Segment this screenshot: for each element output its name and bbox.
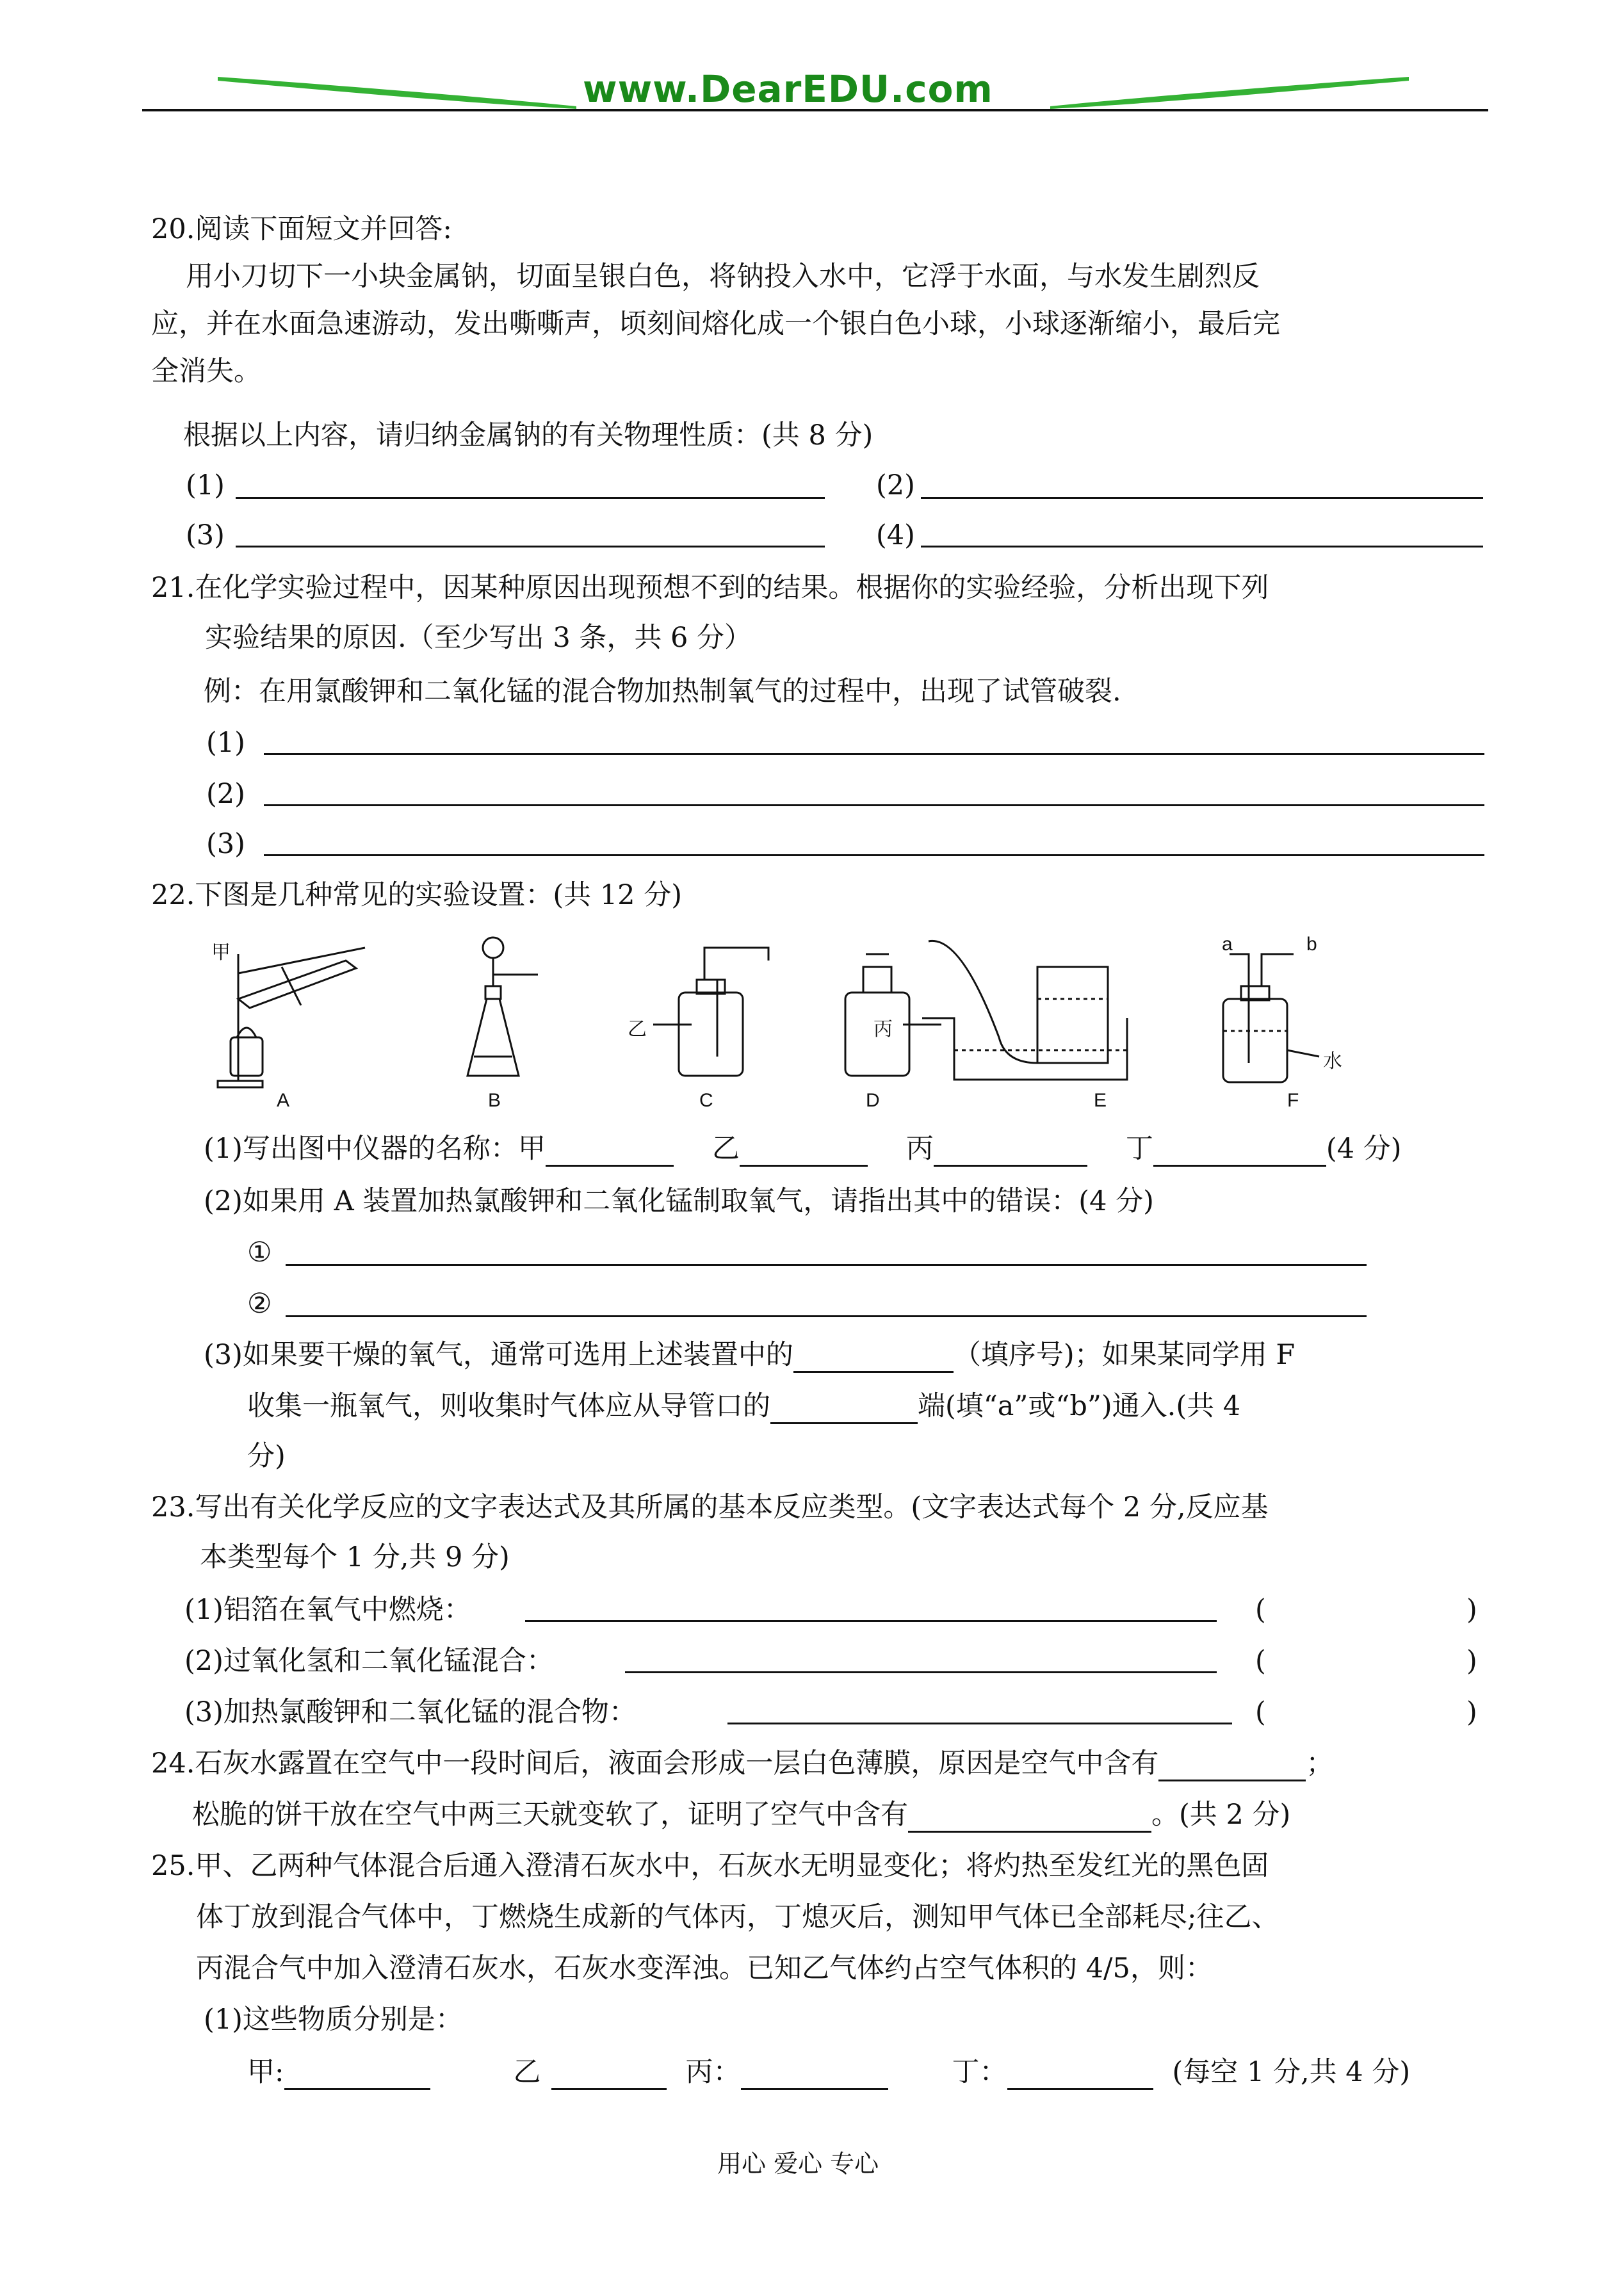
q20-blank-label: (3)	[186, 519, 225, 551]
q23-answer-line-3[interactable]	[727, 1723, 1232, 1724]
q22-p2-answer-line-1[interactable]	[286, 1264, 1367, 1266]
q21-example: 例：在用氯酸钾和二氧化锰的混合物加热制氧气的过程中，出现了试管破裂.	[204, 676, 1121, 708]
q20-blank-label: (1)	[186, 469, 225, 501]
q23-item-1: (1)铝箔在氧气中燃烧：	[184, 1594, 471, 1626]
header-rule	[142, 109, 1488, 111]
fig-tag-bing: 丙	[873, 1019, 893, 1040]
blank-q25-yi[interactable]	[551, 2059, 667, 2090]
q22-p2-answer-line-2[interactable]	[286, 1315, 1367, 1317]
q23-title-cont: 本类型每个 1 分,共 9 分)	[200, 1541, 510, 1573]
q23-item-3: (3)加热氯酸钾和二氧化锰的混合物：	[184, 1696, 637, 1728]
q22-p3-line1: (3)如果要干燥的氧气，通常可选用上述装置中的 （填序号)；如果某同学用 F	[204, 1337, 1295, 1373]
q22-p3-line3: 分)	[247, 1440, 286, 1472]
q21-blank-label: (2)	[206, 778, 245, 810]
q23-answer-line-1[interactable]	[525, 1620, 1217, 1622]
fig-tag-yi: 乙	[628, 1019, 647, 1040]
q22-title: 22.下图是几种常见的实验设置：(共 12 分)	[151, 879, 682, 911]
q22-p2-circle-2: ②	[247, 1288, 272, 1320]
blank-water-vapor[interactable]	[908, 1801, 1151, 1833]
q25-line3: 丙混合气中加入澄清石灰水，石灰水变浑浊。已知乙气体约占空气体积的 4/5，则：	[196, 1952, 1213, 1984]
q20-title: 20.阅读下面短文并回答:	[151, 213, 452, 245]
q21-answer-line-2[interactable]	[264, 804, 1484, 806]
q23-paren-close: )	[1466, 1594, 1477, 1626]
blank-jia[interactable]	[546, 1135, 674, 1167]
q23-paren-open: (	[1255, 1696, 1266, 1728]
q25-line4: (1)这些物质分别是：	[204, 2004, 463, 2036]
q21-answer-line-3[interactable]	[264, 854, 1484, 856]
page-footer: 用心 爱心 专心	[717, 2150, 879, 2178]
blank-port[interactable]	[770, 1393, 918, 1424]
blank-ding[interactable]	[1153, 1135, 1326, 1167]
q23-item-2: (2)过氧化氢和二氧化锰混合：	[184, 1645, 554, 1677]
q22-p1: (1)写出图中仪器的名称：甲 乙 丙 丁 (4 分)	[204, 1131, 1402, 1167]
blank-dry-device[interactable]	[793, 1342, 954, 1373]
q20-answer-line-1[interactable]	[236, 497, 825, 499]
q21-title: 21.在化学实验过程中，因某种原因出现预想不到的结果。根据你的实验经验，分析出现下列	[151, 572, 1269, 604]
q25-line1: 25.甲、乙两种气体混合后通入澄清石灰水中，石灰水无明显变化；将灼热至发红光的黑色固	[151, 1850, 1269, 1882]
q23-paren-open: (	[1255, 1594, 1266, 1626]
q21-title-cont: 实验结果的原因.（至少写出 3 条，共 6 分）	[205, 622, 752, 654]
site-logo: www.DearEDU.com	[583, 67, 993, 111]
fig-label-c: C	[699, 1090, 713, 1111]
q24-line2: 松脆的饼干放在空气中两三天就变软了，证明了空气中含有 。(共 2 分)	[192, 1797, 1290, 1833]
q20-para-line: 应，并在水面急速游动，发出嘶嘶声，顷刻间熔化成一个银白色小球，小球逐渐缩小，最后完	[151, 308, 1280, 340]
q23-title: 23.写出有关化学反应的文字表达式及其所属的基本反应类型。(文字表达式每个 2 分,反应基	[151, 1491, 1269, 1523]
q22-p2-text: (2)如果用 A 装置加热氯酸钾和二氧化锰制取氧气，请指出其中的错误：(4 分)	[204, 1185, 1154, 1217]
fig-tag-b: b	[1306, 934, 1317, 955]
q21-blank-label: (3)	[206, 828, 245, 860]
fig-tag-water: 水	[1323, 1051, 1342, 1072]
q21-answer-line-1[interactable]	[264, 753, 1484, 755]
blank-bing[interactable]	[934, 1135, 1087, 1167]
q20-answer-line-4[interactable]	[921, 546, 1483, 547]
blank-q25-ding[interactable]	[1007, 2059, 1153, 2090]
q22-p2-circle-1: ①	[247, 1237, 272, 1269]
q23-paren-close: )	[1466, 1645, 1477, 1677]
q21-blank-label: (1)	[206, 727, 245, 759]
fig-label-f: F	[1287, 1090, 1299, 1111]
fig-label-e: E	[1094, 1090, 1107, 1111]
lab-apparatus-illustration	[205, 929, 1441, 1121]
q20-answer-line-2[interactable]	[921, 497, 1483, 499]
fig-label-a: A	[277, 1090, 290, 1111]
q25-line2: 体丁放到混合气体中，丁燃烧生成新的气体丙，丁熄灭后，测知甲气体已全部耗尽;往乙、	[196, 1901, 1279, 1933]
q23-paren-close: )	[1466, 1696, 1477, 1728]
fig-tag-jia: 甲	[211, 942, 231, 963]
q24-line1: 24.石灰水露置在空气中一段时间后，液面会形成一层白色薄膜，原因是空气中含有 ；	[151, 1746, 1333, 1781]
q20-para-line: 全消失。	[151, 355, 261, 387]
fig-label-d: D	[866, 1090, 880, 1111]
fig-label-b: B	[488, 1090, 501, 1111]
q20-blank-label: (2)	[876, 469, 915, 501]
q20-prompt: 根据以上内容，请归纳金属钠的有关物理性质：(共 8 分)	[183, 419, 873, 451]
fig-tag-a: a	[1222, 934, 1233, 955]
blank-q25-jia[interactable]	[284, 2059, 430, 2090]
blank-co2[interactable]	[1158, 1750, 1306, 1781]
q23-answer-line-2[interactable]	[625, 1671, 1217, 1673]
q23-paren-open: (	[1255, 1645, 1266, 1677]
q20-blank-label: (4)	[876, 519, 915, 551]
blank-yi[interactable]	[740, 1135, 868, 1167]
q20-answer-line-3[interactable]	[236, 546, 825, 547]
q20-para-line: 用小刀切下一小块金属钠，切面呈银白色，将钠投入水中，它浮于水面，与水发生剧烈反	[186, 261, 1260, 293]
q22-p3-line2: 收集一瓶氧气，则收集时气体应从导管口的 端(填“a”或“b”)通入.(共 4	[247, 1388, 1240, 1424]
blank-q25-bing[interactable]	[741, 2059, 888, 2090]
q25-answers: 甲: 乙 丙： 丁： (每空 1 分,共 4 分)	[247, 2054, 1410, 2090]
